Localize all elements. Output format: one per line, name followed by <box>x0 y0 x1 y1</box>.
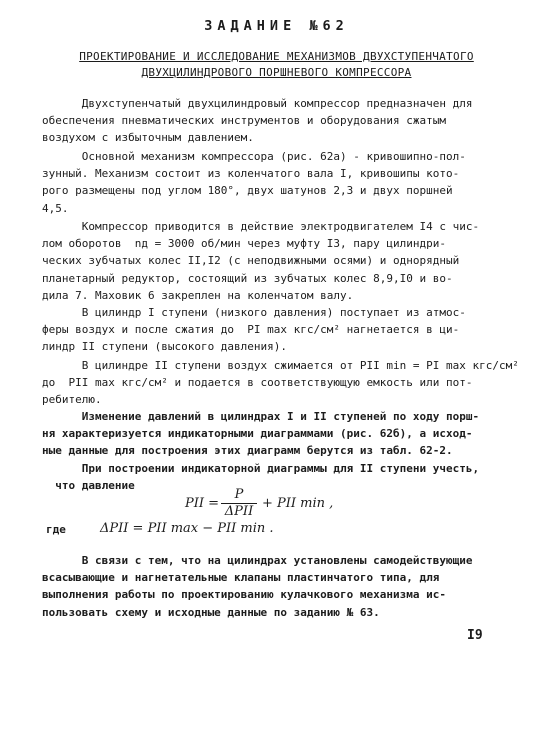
paragraph-diagram-note: При построении индикаторной диаграммы для II ступени учесть, что давление <box>55 462 480 493</box>
formula-where-expression: ΔPII = PII max − PII min . <box>100 521 274 536</box>
paragraph-valves: В связи с тем, что на цилиндрах установлены самодействующие всасывающие и нагнетательные клапаны пластинчатого типа, для выполнения работы по проектированию кулачкового механизма ис- пользовать схему и исходные данные по заданию № 63. <box>42 554 473 619</box>
paragraph-pressure-change: Изменение давлений в цилиндрах I и II ступеней по ходу порш- ня характеризуется индикаторными диаграммами (рис. 62б), а исход- ные данные для построения этих диаграмм берутся из табл. 62-2. <box>42 410 480 458</box>
paragraph-stage-two: В цилиндре II ступени воздух сжимается от PII min = PI max кгс/см² до PII max кгс/см² и подается в соответствующую емкость или пот- ребителю. <box>42 359 519 407</box>
task-title: ЗАДАНИЕ №62 <box>204 18 349 34</box>
paragraph-intro: Двухступенчатый двухцилиндровый компрессор предназначен для обеспечения пневматических инструментов и оборудования сжатым воздухом с избыточным давлением. <box>42 97 473 145</box>
formula-denominator: ΔPII <box>224 504 254 519</box>
formula-where-label: где <box>46 523 66 536</box>
formula-numerator: P <box>221 487 257 504</box>
paragraph-stage-one: В цилиндр I ступени (низкого давления) поступает из атмос- феры воздух и после сжатия до PI max кгс/см² нагнетается в ци- линдр II ступени (высокого давления). <box>42 306 466 354</box>
formula-lhs: PII = <box>185 496 220 511</box>
task-heading-line-1: ПРОЕКТИРОВАНИЕ И ИССЛЕДОВАНИЕ МЕХАНИЗМОВ ДВУХСТУПЕНЧАТОГО <box>79 50 474 63</box>
page-number: I9 <box>467 628 483 643</box>
paragraph-drive: Компрессор приводится в действие электродвигателем I4 с чис- лом оборотов nд = 3000 об/мин через муфту I3, пару цилиндри- ческих зубчатых колес II,I2 (с неподвижными осями) и однорядный планетарный редуктор, состоящий из зубчатых колес 8,9,I0 и во- дила 7. Маховик 6 закреплен на коленчатом валу. <box>42 220 480 302</box>
formula-fraction <box>221 487 257 520</box>
task-heading-line-2: ДВУХЦИЛИНДРОВОГО ПОРШНЕВОГО КОМПРЕССОРА <box>141 66 412 79</box>
formula-rhs: + PII min , <box>262 496 334 511</box>
paragraph-mechanism: Основной механизм компрессора (рис. 62а) - кривошипно-пол- зунный. Механизм состоит из коленчатого вала I, кривошипы кото- рого размещены под углом 180°, двух шатунов 2,3 и двух поршней 4,5. <box>42 150 466 215</box>
